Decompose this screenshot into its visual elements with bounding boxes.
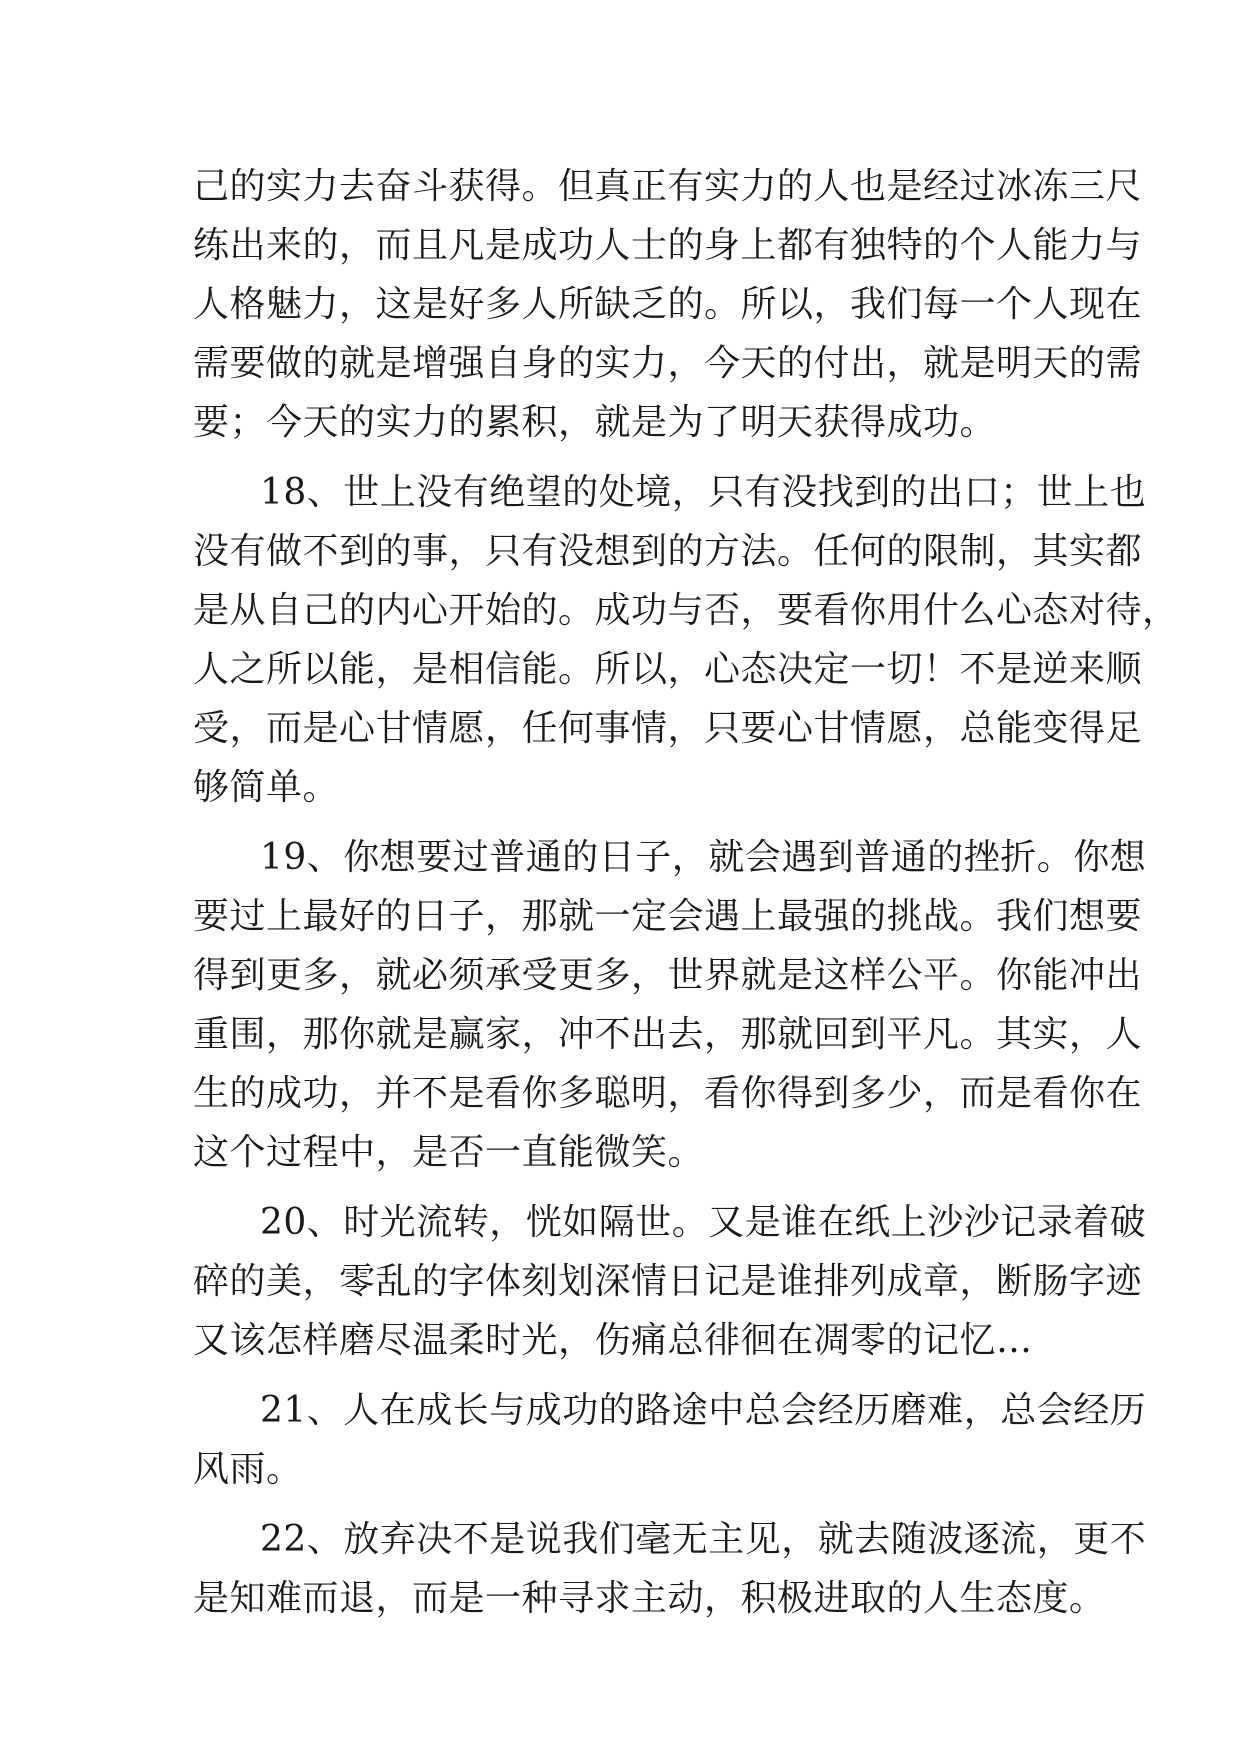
paragraph-continuation: [193, 157, 1143, 452]
text-line: 18、世上没有绝望的处境，只有没找到的出口；世上也: [260, 472, 1147, 513]
text-line: 要过上最好的日子，那就一定会遇上最强的挑战。我们想要: [193, 896, 1143, 937]
text-line: 22、放弃决不是说我们毫无主见，就去随波逐流，更不: [260, 1519, 1147, 1560]
text-line: 19、你想要过普通的日子，就会遇到普通的挫折。你想: [260, 837, 1147, 878]
text-line: 要；今天的实力的累积，就是为了明天获得成功。: [193, 402, 997, 443]
text-line: 重围，那你就是赢家，冲不出去，那就回到平凡。其实，人: [193, 1014, 1143, 1055]
paragraph-22: [193, 1510, 1147, 1628]
text-line: 碎的美，零乱的字体刻划深情日记是谁排列成章，断肠字迹: [193, 1261, 1143, 1302]
paragraph-gap: [193, 1182, 1053, 1193]
text-line: 没有做不到的事，只有没想到的方法。任何的限制，其实都: [193, 531, 1143, 572]
text-line: 这个过程中，是否一直能微笑。: [193, 1132, 705, 1173]
text-line: 21、人在成长与成功的路途中总会经历磨难，总会经历: [260, 1390, 1147, 1431]
text-line: 又该怎样磨尽温柔时光，伤痛总徘徊在凋零的记忆…: [193, 1320, 1033, 1361]
text-line: 风雨。: [193, 1449, 303, 1490]
text-line: 够简单。: [193, 767, 340, 808]
text-line: 受，而是心甘情愿，任何事情，只要心甘情愿，总能变得足: [193, 708, 1143, 749]
text-line: 是从自己的内心开始的。成功与否，要看你用什么心态对待，: [193, 590, 1179, 631]
text-line: 是知难而退，而是一种寻求主动，积极进取的人生态度。: [193, 1578, 1106, 1619]
text-line: 20、时光流转，恍如隔世。又是谁在纸上沙沙记录着破: [260, 1202, 1147, 1243]
paragraph-21: [193, 1381, 1147, 1499]
text-line: 需要做的就是增强自身的实力，今天的付出，就是明天的需: [193, 343, 1143, 384]
paragraph-19: [193, 828, 1147, 1182]
paragraph-gap: [193, 1370, 1053, 1381]
text-line: 生的成功，并不是看你多聪明，看你得到多少，而是看你在: [193, 1073, 1143, 1114]
paragraph-gap: [193, 1499, 1053, 1510]
paragraph-18: [193, 463, 1179, 817]
text-line: 练出来的，而且凡是成功人士的身上都有独特的个人能力与: [193, 225, 1143, 266]
document-body: [193, 157, 1179, 1628]
text-line: 人之所以能，是相信能。所以，心态决定一切！不是逆来顺: [193, 649, 1143, 690]
paragraph-20: [193, 1193, 1147, 1370]
text-line: 己的实力去奋斗获得。但真正有实力的人也是经过冰冻三尺: [193, 166, 1143, 207]
paragraph-gap: [193, 817, 1053, 828]
text-line: 得到更多，就必须承受更多，世界就是这样公平。你能冲出: [193, 955, 1143, 996]
text-line: 人格魅力，这是好多人所缺乏的。所以，我们每一个人现在: [193, 284, 1143, 325]
paragraph-gap: [193, 452, 1053, 463]
